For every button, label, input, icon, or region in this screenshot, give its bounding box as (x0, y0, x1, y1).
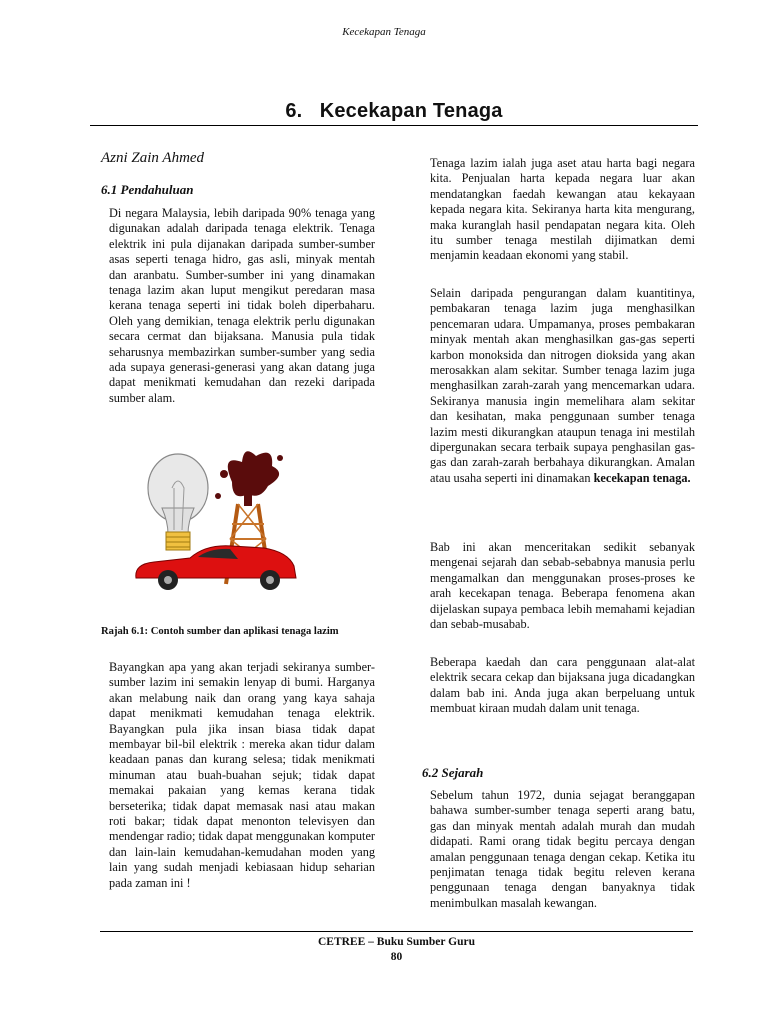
history-paragraph-1: Sebelum tahun 1972, dunia sejagat beranggapan bahawa sumber-sumber tenaga seperti arang batu, gas dan minyak mentah adalah murah dan mudah didapati. Rami orang tidak begitu percaya dengan amalan penggunaan tenaga dengan cekap. Ketika itu penjimatan tenaga tidak begitu releven kerana penggunaan tenaga dengan banyaknya tidak menimbulkan masalah kewangan. (430, 788, 695, 910)
page-number: 80 (390, 951, 403, 963)
intro-paragraph-1: Di negara Malaysia, lebih daripada 90% tenaga yang digunakan adalah daripada tenaga elektrik. Tenaga elektrik ini pula dijanakan daripada sumber-sumber asas seperti tenaga hidro, gas asli, minyak mentah dan aranbatu. Sumber-sumber ini yang dinamakan tenaga lazim akan luput mengikut peredaran masa kerana tenaga seperti ini tidak boleh diperbaharu. Oleh yang demikian, tenaga elektrik perlu digunakan secara cermat dan bijaksana. Manusia pula tidak seharusnya membazirkan sumber-sumber yang sedia ada supaya generasi-generasi yang akan datang juga dapat menikmati kemudahan dan rezeki daripada sumber alam. (109, 206, 375, 405)
section-heading-history: 6.2 Sejarah (422, 765, 484, 780)
section-heading-intro: 6.1 Pendahuluan (101, 182, 194, 197)
light-bulb-icon (148, 454, 208, 550)
chapter-number: 6. (285, 100, 303, 122)
footer-rule (100, 931, 693, 932)
energy-illustration (128, 444, 308, 594)
right-paragraph-1: Tenaga lazim ialah juga aset atau harta bagi negara kita. Penjualan harta kepada negara luar akan mendatangkan faedah kewangan atau kekayaan kepada negara kita. Sekiranya harta kita mengurang, maka kuranglah hasil pendapatan negara kita. Oleh itu sumber tenaga mestilah dijimatkan demi menjamin keadaan ekonomi yang stabil. (430, 156, 695, 263)
chapter-title (90, 100, 698, 123)
intro-paragraph-2: Bayangkan apa yang akan terjadi sekiranya sumber-sumber lazim ini semakin lenyap di bumi. Harganya akan melabung naik dan orang yang kaya sahaja dapat menikmati kemudahan tenaga elektrik. Bayangkan pula jika insan biasa tidak dapat membayar bil-bil elektrik : mereka akan tidur dalam keadaan panas dan kurang selesa; tidak menikmati minuman atau buah-buahan sejuk; tidak dapat memakai pakaian yang kemas kerana tidak berseterika; tidak dapat memasak nasi atau makan roti bakar; tidak dapat menonton televisyen dan mendengar radio; tidak dapat menggunakan komputer dan lain-lain kemudahan-kemudahan moden yang lain yang sudah menjadi kebiasaan hidup seharian pada zaman ini ! (109, 660, 376, 890)
chapter-title-text: Kecekapan Tenaga (319, 100, 503, 122)
page-footer (100, 935, 693, 965)
right-paragraph-2-text: Selain daripada pengurangan dalam kuantitinya, pembakaran tenaga lazim juga menghasilkan pencemaran udara. Umpamanya, proses pembakaran minyak mentah akan menghasilkan gas-gas seperti karbon monoksida dan nitrogen dioksida yang akan merosakkan alam sekitar. Sumber tenaga lazim juga menghasilkan zarah-zarah yang mencemarkan udara. Sekiranya manusia ingin memelihara alam sekitar dan kesihatan, maka penggunaan sumber tenaga lazim mesti dikurangkan ataupun tenaga ini mestilah dipergunakan secara terbaik supaya penghasilan gas-gas dan zarah-zarah berbahaya dikurangkan. Amalan atau usaha seperti ini dinamakan (430, 286, 695, 485)
right-paragraph-4: Beberapa kaedah dan cara penggunaan alat-alat elektrik secara cekap dan bijaksana juga dicadangkan dalam bab ini. Anda juga akan berpeluang untuk membuat kiraan mudah dalam unit tenaga. (430, 655, 695, 716)
running-header: Kecekapan Tenaga (342, 26, 426, 38)
author-name: Azni Zain Ahmed (101, 150, 205, 166)
title-rule (90, 125, 698, 126)
footer-publication: CETREE – Buku Sumber Guru (317, 936, 475, 948)
figure-caption: Rajah 6.1: Contoh sumber dan aplikasi tenaga lazim (101, 626, 339, 637)
red-sports-car-icon (136, 546, 296, 590)
right-paragraph-2 (430, 286, 695, 486)
right-paragraph-3: Bab ini akan menceritakan sedikit sebanyak mengenai sejarah dan sebab-sebabnya manusia perlu mengamalkan dan menggunakan proses-proses ke arah kecekapan tenaga. Beberapa fenomena akan dijelaskan supaya pembaca lebih memahami kejadian dan sebab-musabab. (430, 540, 695, 632)
key-term-energy-efficiency: kecekapan tenaga. (593, 470, 691, 485)
